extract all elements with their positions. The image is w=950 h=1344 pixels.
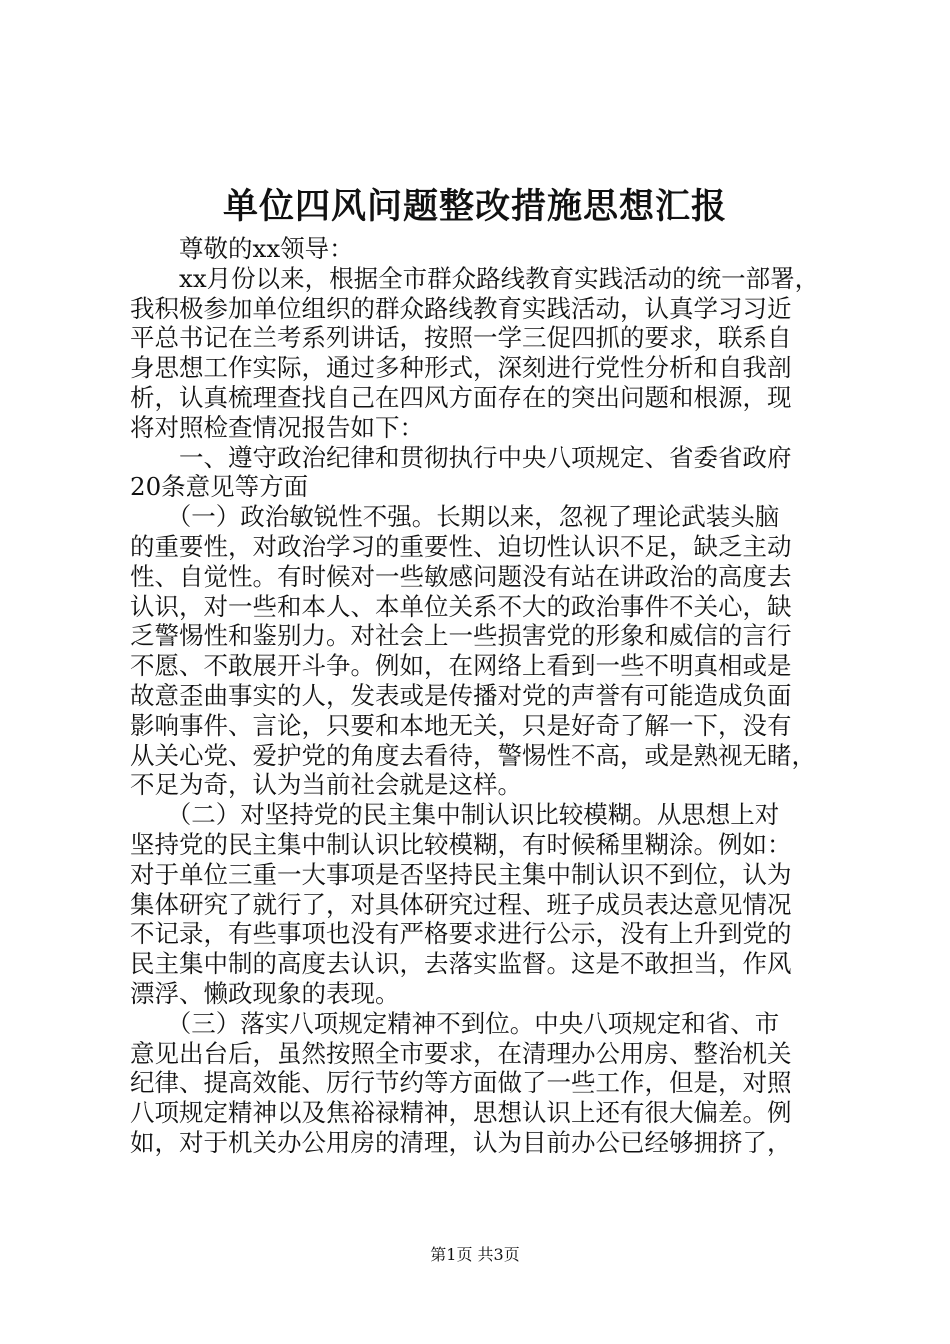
text-line: 平总书记在兰考系列讲话，按照一学三促四抓的要求，联系自 — [130, 323, 792, 353]
text-line: 乏警惕性和鉴别力。对社会上一些损害党的形象和威信的言行 — [130, 621, 792, 651]
text-line: （三）落实八项规定精神不到位。中央八项规定和省、市 — [130, 1008, 780, 1038]
text-line: 20条意见等方面 — [130, 472, 309, 502]
text-line: 我积极参加单位组织的群众路线教育实践活动，认真学习习近 — [130, 293, 792, 323]
text-line: （二）对坚持党的民主集中制认识比较模糊。从思想上对 — [130, 800, 780, 830]
text-line: 八项规定精神以及焦裕禄精神，思想认识上还有很大偏差。例 — [130, 1098, 792, 1128]
text-line: 一、遵守政治纪律和贯彻执行中央八项规定、省委省政府 — [130, 442, 792, 472]
text-line: 漂浮、懒政现象的表现。 — [130, 978, 400, 1008]
document-title: 单位四风问题整改措施思想汇报 — [222, 186, 727, 227]
text-line: 影响事件、言论，只要和本地无关，只是好奇了解一下，没有 — [130, 710, 792, 740]
text-line: 不足为奇，认为当前社会就是这样。 — [130, 770, 522, 800]
text-line: 不记录，有些事项也没有严格要求进行公示，没有上升到党的 — [130, 919, 792, 949]
text-line: 从关心党、爱护党的角度去看待，警惕性不高，或是熟视无睹， — [130, 740, 816, 770]
text-line: 认识，对一些和本人、本单位关系不大的政治事件不关心，缺 — [130, 591, 792, 621]
page-number-footer: 第1页 共3页 — [430, 1245, 520, 1264]
text-line: 故意歪曲事实的人，发表或是传播对党的声誉有可能造成负面 — [130, 680, 792, 710]
text-line: xx月份以来，根据全市群众路线教育实践活动的统一部署， — [130, 263, 820, 293]
text-line: 意见出台后，虽然按照全市要求，在清理办公用房、整治机关 — [130, 1038, 792, 1068]
text-line: 对于单位三重一大事项是否坚持民主集中制认识不到位，认为 — [130, 859, 792, 889]
text-line: 如，对于机关办公用房的清理，认为目前办公已经够拥挤了， — [130, 1127, 792, 1157]
text-line: 身思想工作实际，通过多种形式，深刻进行党性分析和自我剖 — [130, 353, 792, 383]
text-line: 性、自觉性。有时候对一些敏感问题没有站在讲政治的高度去 — [130, 561, 792, 591]
text-line: 不愿、不敢展开斗争。例如，在网络上看到一些不明真相或是 — [130, 651, 792, 681]
document-body — [130, 234, 838, 1158]
text-line: 民主集中制的高度去认识，去落实监督。这是不敢担当，作风 — [130, 949, 792, 979]
text-line: （一）政治敏锐性不强。长期以来，忽视了理论武装头脑 — [130, 502, 780, 532]
text-line: 集体研究了就行了，对具体研究过程、班子成员表达意见情况 — [130, 889, 792, 919]
text-line: 将对照检查情况报告如下： — [130, 412, 424, 442]
text-line: 尊敬的xx领导： — [130, 234, 354, 263]
text-line: 的重要性，对政治学习的重要性、迫切性认识不足，缺乏主动 — [130, 531, 792, 561]
text-line: 纪律、提高效能、厉行节约等方面做了一些工作，但是，对照 — [130, 1068, 792, 1098]
text-line: 析，认真梳理查找自己在四风方面存在的突出问题和根源，现 — [130, 382, 792, 412]
text-line: 坚持党的民主集中制认识比较模糊，有时候稀里糊涂。例如： — [130, 829, 792, 859]
